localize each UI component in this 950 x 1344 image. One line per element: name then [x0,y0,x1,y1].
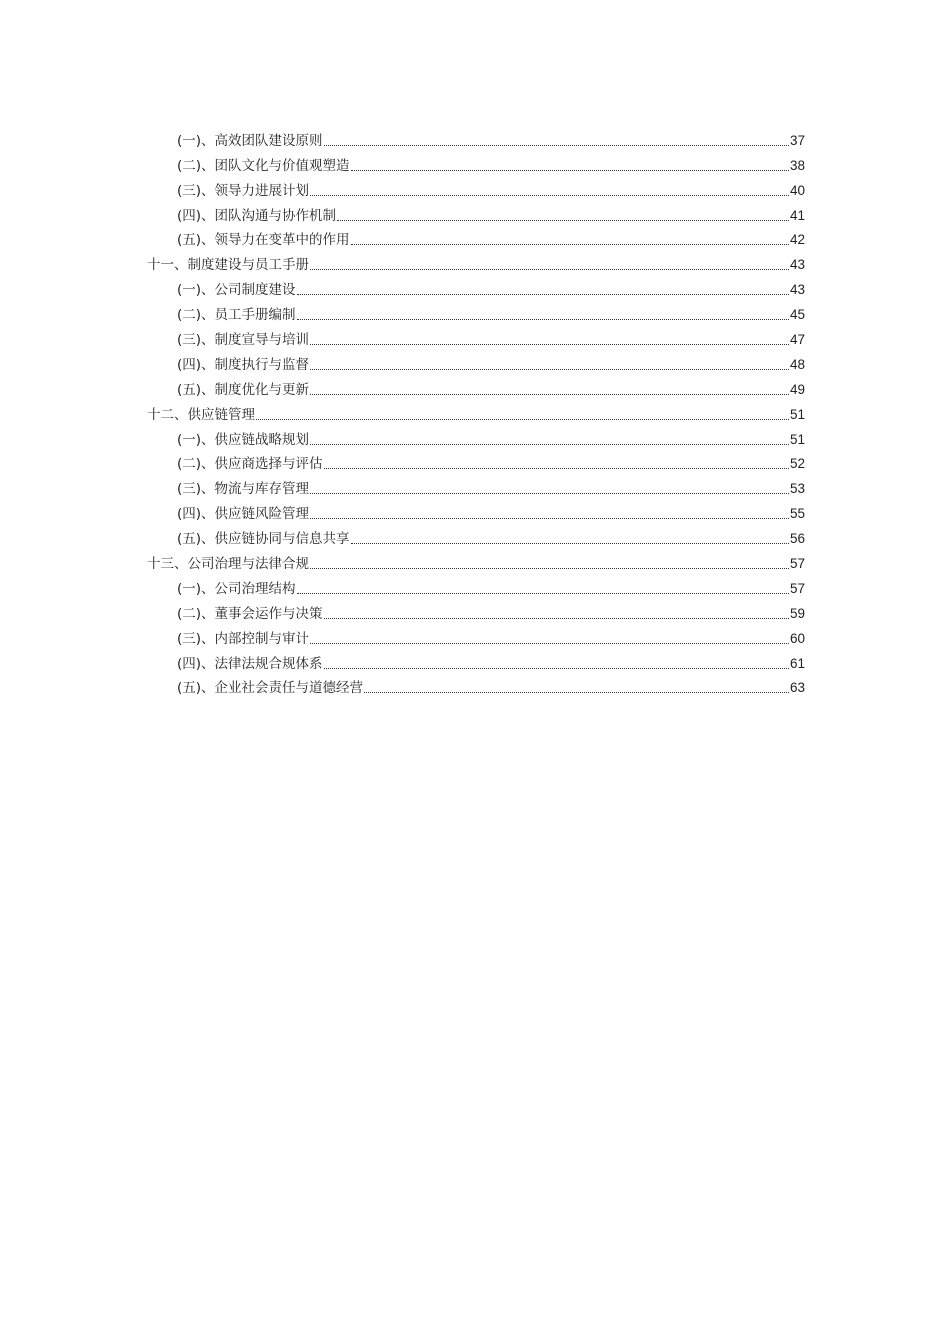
toc-entry-title: (五)、供应链协同与信息共享 [177,531,350,548]
toc-page-number: 60 [789,630,805,646]
toc-entry[interactable] [147,574,805,599]
toc-entry[interactable] [147,201,805,226]
toc-entry[interactable] [147,674,805,699]
toc-page-number: 48 [789,356,805,372]
dot-leader [324,468,789,469]
dot-leader [337,220,789,221]
toc-entry[interactable] [147,524,805,549]
toc-entry-title: (二)、董事会运作与决策 [177,605,323,622]
toc-entry-title: (一)、公司治理结构 [177,580,296,597]
dot-leader [310,444,789,445]
toc-page-number: 55 [789,506,805,522]
toc-page-number: 59 [789,605,805,621]
dot-leader [310,518,789,519]
toc-page-number: 57 [789,580,805,596]
toc-entry[interactable] [147,375,805,400]
toc-entry-title: (三)、制度宣导与培训 [177,332,310,349]
dot-leader [297,294,789,295]
toc-entry-title: (五)、领导力在变革中的作用 [177,232,350,249]
toc-entry[interactable] [147,226,805,251]
dot-leader [364,692,789,693]
toc-chapter-entry[interactable] [147,549,805,574]
toc-entry-title: (一)、供应链战略规划 [177,431,310,448]
dot-leader [351,543,789,544]
toc-chapter-title: 十一、制度建设与员工手册 [147,257,309,274]
toc-entry[interactable] [147,176,805,201]
dot-leader [310,643,789,644]
toc-page-number: 42 [789,232,805,248]
dot-leader [297,319,789,320]
toc-page-number: 56 [789,531,805,547]
toc-entry-title: (三)、内部控制与审计 [177,630,310,647]
toc-page-number: 45 [789,307,805,323]
dot-leader [310,344,789,345]
toc-entry[interactable] [147,300,805,325]
toc-entry-title: (二)、员工手册编制 [177,307,296,324]
toc-page-number: 47 [789,332,805,348]
toc-entry-title: (一)、高效团队建设原则 [177,132,323,149]
toc-entry-title: (五)、企业社会责任与道德经营 [177,680,364,697]
toc-entry-title: (四)、供应链风险管理 [177,506,310,523]
toc-chapter-title: 十三、公司治理与法律合规 [147,556,309,573]
dot-leader [324,668,789,669]
toc-entry[interactable] [147,450,805,475]
toc-entry-title: (三)、领导力进展计划 [177,182,310,199]
toc-page-number: 57 [789,556,805,572]
toc-entry-title: (二)、团队文化与价值观塑造 [177,157,350,174]
toc-entry[interactable] [147,126,805,151]
toc-entry-title: (四)、法律法规合规体系 [177,655,323,672]
toc-chapter-entry[interactable] [147,400,805,425]
toc-entry[interactable] [147,474,805,499]
toc-page-number: 51 [789,406,805,422]
toc-entry[interactable] [147,151,805,176]
dot-leader [310,269,789,270]
toc-page-number: 49 [789,381,805,397]
dot-leader [310,568,789,569]
toc-entry[interactable] [147,499,805,524]
toc-page-number: 53 [789,481,805,497]
toc-chapter-title: 十二、供应链管理 [147,406,255,423]
toc-entry[interactable] [147,649,805,674]
dot-leader [351,170,789,171]
toc-page-number: 61 [789,655,805,671]
toc-entry[interactable] [147,599,805,624]
toc-entry-title: (四)、制度执行与监督 [177,356,310,373]
toc-page-number: 52 [789,456,805,472]
toc-entry[interactable] [147,624,805,649]
toc-entry[interactable] [147,325,805,350]
dot-leader [310,195,789,196]
toc-page-number: 38 [789,157,805,173]
dot-leader [324,145,789,146]
toc-entry[interactable] [147,425,805,450]
dot-leader [310,369,789,370]
toc-entry-title: (四)、团队沟通与协作机制 [177,207,337,224]
dot-leader [256,419,789,420]
dot-leader [324,618,789,619]
toc-entry-title: (二)、供应商选择与评估 [177,456,323,473]
toc-page-number: 43 [789,282,805,298]
toc-page-number: 43 [789,257,805,273]
toc-entry[interactable] [147,350,805,375]
table-of-contents [147,126,805,698]
toc-entry-title: (一)、公司制度建设 [177,282,296,299]
toc-chapter-entry[interactable] [147,250,805,275]
toc-page-number: 40 [789,182,805,198]
toc-entry-title: (五)、制度优化与更新 [177,381,310,398]
dot-leader [310,493,789,494]
toc-entry[interactable] [147,275,805,300]
toc-page-number: 51 [789,431,805,447]
toc-page-number: 63 [789,680,805,696]
toc-page-number: 41 [789,207,805,223]
toc-page-number: 37 [789,132,805,148]
dot-leader [310,394,789,395]
dot-leader [351,244,789,245]
dot-leader [297,593,789,594]
toc-entry-title: (三)、物流与库存管理 [177,481,310,498]
